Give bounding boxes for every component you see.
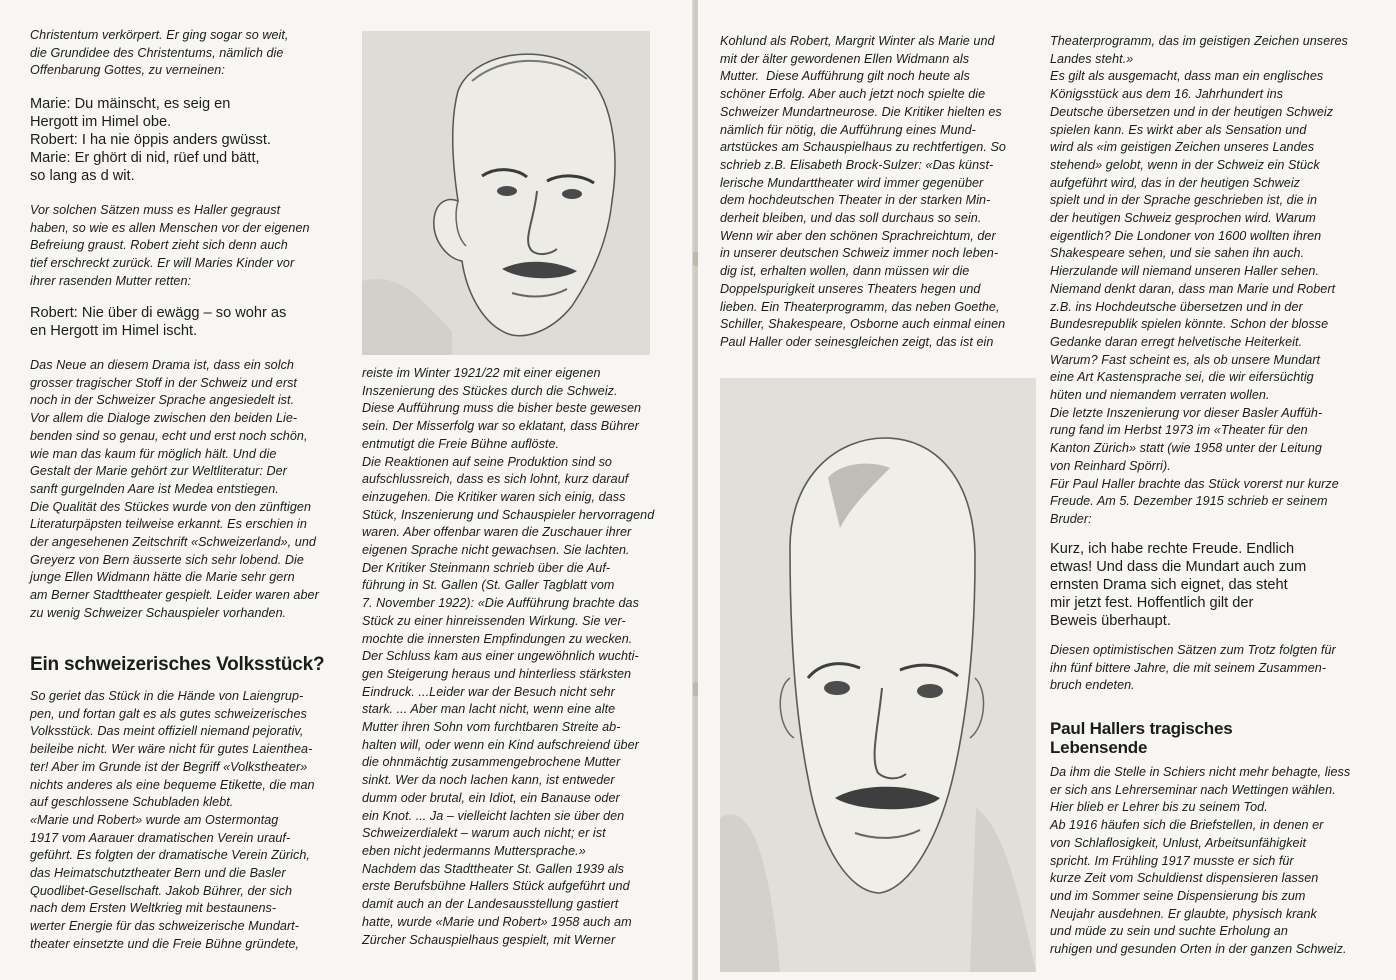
section-heading-volksstueck: Ein schweizerisches Volksstück? xyxy=(30,654,325,675)
left-page xyxy=(0,0,694,980)
dialogue-quote-2: Robert: Nie über di ewägg – so wohr as en Hergott im Himel ischt. xyxy=(30,305,287,339)
letter-quote: Kurz, ich habe rechte Freude. Endlich etwas! Und dass die Mundart auch zum ernsten Drama sich eignet, das steht mir jetzt fest. Hoffentlich gilt der Beweis überhaupt. xyxy=(1050,541,1307,629)
portrait-sketch-2 xyxy=(720,378,1036,972)
right-paragraph-3: Da ihm die Stelle in Schiers nicht mehr behagte, liess er sich ans Lehrerseminar nach Wettingen wählen. Hier blieb er Lehrer bis zu seinem Tod. Ab 1916 häufen sich die Briefstellen, in denen er von Schlaflosigkeit, Unlust, Arbeitsunfähigkeit spricht. Im Frühling 1917 musste er sich für kurze Zeit vom Schuldienst dispensieren lassen und im Sommer seine Dispensierung bis zum Neujahr ausdehnen. Er glaubte, physisch krank und müde zu sein und suchte Erholung an ruhigen und gesunden Orten in der ganzen Schweiz. xyxy=(1050,765,1351,957)
dialogue-quote-1: Marie: Du mäinscht, es seig en Hergott im Himel obe. Robert: I ha nie öppis anders gwüsst. Marie: Er ghört di nid, rüef und bätt, so lang as d wit. xyxy=(30,96,271,184)
portrait-drawing-2 xyxy=(720,378,1036,972)
right-paragraph-1: Theaterprogramm, das im geistigen Zeichen unseres Landes steht.» Es gilt als ausgemacht, dass man ein englisches Königsstück aus dem 16. Jahrhundert ins Deutsche übersetzen und in der heutigen Schweiz spielen kann. Es wirkt aber als Sensation und wird als «im geistigen Zeichen unseres Landes stehend» gelobt, wenn in der Schweiz ein Stück aufgeführt wird, das in der heutigen Schweiz spielt und in der Sprache geschrieben ist, die in der heutigen Schweiz gesprochen wird. Warum eigentlich? Die Londoner von 1600 wollten ihren Shakespeare sehen, und sie sahen ihn auch. Hierzulande will niemand unseren Haller sehen. Niemand denkt daran, dass man Marie und Robert z.B. ins Hochdeutsche übersetzen und in der Bundesrepublik spielen könnte. Schon der blosse Gedanke daran erregt helvetische Heiterkeit. Warum? Fast scheint es, als ob unsere Mundart eine Art Kastensprache sei, die wir eifersüchtig hüten und niemandem verraten wollen. Die letzte Inszenierung vor dieser Basler Auffüh- rung fand im Herbst 1973 im «Theater für den Kanton Zürich» statt (wie 1958 unter der Leitung von Reinhard Spörri). Für Paul Haller brachte das Stück vorerst nur kurze Freude. Am 5. Dezember 1915 schrieb er seinem Bruder: xyxy=(1050,34,1348,526)
right-page xyxy=(698,0,1396,980)
intro-paragraph: Christentum verkörpert. Er ging sogar so weit, die Grundidee des Christentums, nämlich die Offenbarung Gottes, zu verneinen: xyxy=(30,28,289,78)
portrait-sketch-1 xyxy=(362,31,650,355)
portrait-drawing-1 xyxy=(362,31,650,355)
section-heading-lebensende: Paul Hallers tragisches Lebensende xyxy=(1050,719,1233,757)
paragraph-3: So geriet das Stück in die Hände von Laiengrup- pen, und fortan galt es als gutes schweizerisches Volksstück. Das meint offiziell niemand pejorativ, beileibe nicht. Wer wäre nicht für gutes Laienthea- ter! Aber im Grunde ist der Begriff «Volkstheater» nichts anderes als eine bequeme Etikette, die man auf geschlossene Schubladen klebt. «Marie und Robert» wurde am Ostermontag 1917 vom Aarauer dramatischen Verein urauf- geführt. Es folgten der dramatische Verein Zürich, das Heimatschutztheater Bern und die Basler Quodlibet-Gesellschaft. Jakob Bührer, der sich nach dem Ersten Weltkrieg mit bestaunens- werter Energie für das schweizerische Mundart- theater einsetzte und die Freie Bühne gründete, xyxy=(30,689,315,951)
right-paragraph-2: Diesen optimistischen Sätzen zum Trotz folgten für ihn fünf bittere Jahre, die mit seinem Zusammen- bruch endeten. xyxy=(1050,643,1336,693)
paragraph-2: Das Neue an diesem Drama ist, dass ein solch grosser tragischer Stoff in der Schweiz und erst noch in der Schweizer Sprache angesiedelt ist. Vor allem die Dialoge zwischen den beiden Lie- benden sind so genau, echt und erst noch schön, wie man das kaum für möglich hält. Und die Gestalt der Marie gehört zur Weltliteratur: Der sanft gurgelnden Aare ist Medea entstiegen. Die Qualität des Stückes wurde von den zünftigen Literaturpäpsten teilweise erkannt. Es erschien in der angesehenen Zeitschrift «Schweizerland», und Greyerz von Bern äusserte sich sehr lobend. Die junge Ellen Widmann hätte die Marie sehr gern am Berner Stadttheater gespielt. Leider waren aber zu wenig Schweizer Schauspieler vorhanden. xyxy=(30,358,319,620)
right-column-1-text: Kohlund als Robert, Margrit Winter als Marie und mit der älter gewordenen Ellen Widmann als Mutter. Diese Aufführung gilt noch heute als schöner Erfolg. Aber auch jetzt noch spielte die Schweizer Mundartneurose. Die Kritiker hielten es nämlich für nötig, die Aufführung eines Mund- artstückes am Schauspielhaus zu rechtfertigen. So schrieb z.B. Elisabeth Brock-Sulzer: «Das künst- lerische Mundarttheater wird immer gegenüber dem hochdeutschen Theater in der starken Min- derheit bleiben, und das soll durchaus so sein. Wenn wir aber den schönen Sprachreichtum, der in unserer deutschen Schweiz immer noch leben- dig ist, erhalten wollen, dann müssen wir die Doppelspurigkeit unseres Theaters hegen und lieben. Ein Theaterprogramm, das neben Goethe, Schiller, Shakespeare, Osborne auch einmal einen Paul Haller oder seinesgleichen zeigt, das ist ein xyxy=(720,34,1006,349)
left-column-2-text: reiste im Winter 1921/22 mit einer eigenen Inszenierung des Stückes durch die Schweiz. Diese Aufführung muss die bisher beste gewesen sein. Der Misserfolg war so eklatant, dass Bührer entmutigt die Freie Bühne auflöste. Die Reaktionen auf seine Produktion sind so aufschlussreich, dass es sich lohnt, kurz darauf einzugehen. Die Kritiker waren sich einig, dass Stück, Inszenierung und Schauspieler hervorragend waren. Aber offenbar waren die Zuschauer ihrer eigenen Sprache nicht gewachsen. Sie lachten. Der Kritiker Steinmann schrieb über die Auf- führung in St. Gallen (St. Galler Tagblatt vom 7. November 1922): «Die Aufführung brachte das Stück zu einer hinreissenden Wirkung. Sie ver- mochte die innersten Empfindungen zu wecken. Der Schluss kam aus einer ungewöhnlich wuchti- gen Steigerung heraus und hinterliess stärksten Eindruck. ...Leider war der Besuch nicht sehr stark. ... Aber man lacht nicht, wenn eine alte Mutter ihren Sohn vom furchtbaren Streite ab- halten will, oder wenn ein Kind aufschreiend über die ohnmächtig zusammengebrochene Mutter sinkt. Wer da noch lachen kann, ist entweder dumm oder brutal, ein Idiot, ein Banause oder ein Knot. ... Ja – vielleicht lachten sie über den Schweizerdialekt – warum auch nicht; er ist eben nicht jedermanns Muttersprache.» Nachdem das Stadttheater St. Gallen 1939 als erste Berufsbühne Hallers Stück aufgeführt und damit auch an der Landesausstellung gastiert hatte, wurde «Marie und Robert» 1958 auch am Zürcher Schauspielhaus gespielt, mit Werner xyxy=(362,366,655,947)
paragraph-1: Vor solchen Sätzen muss es Haller gegraust haben, so wie es allen Menschen vor der eigenen Befreiung graust. Robert zieht sich denn auch tief erschreckt zurück. Er will Maries Kinder vor ihrer rasenden Mutter retten: xyxy=(30,203,310,288)
